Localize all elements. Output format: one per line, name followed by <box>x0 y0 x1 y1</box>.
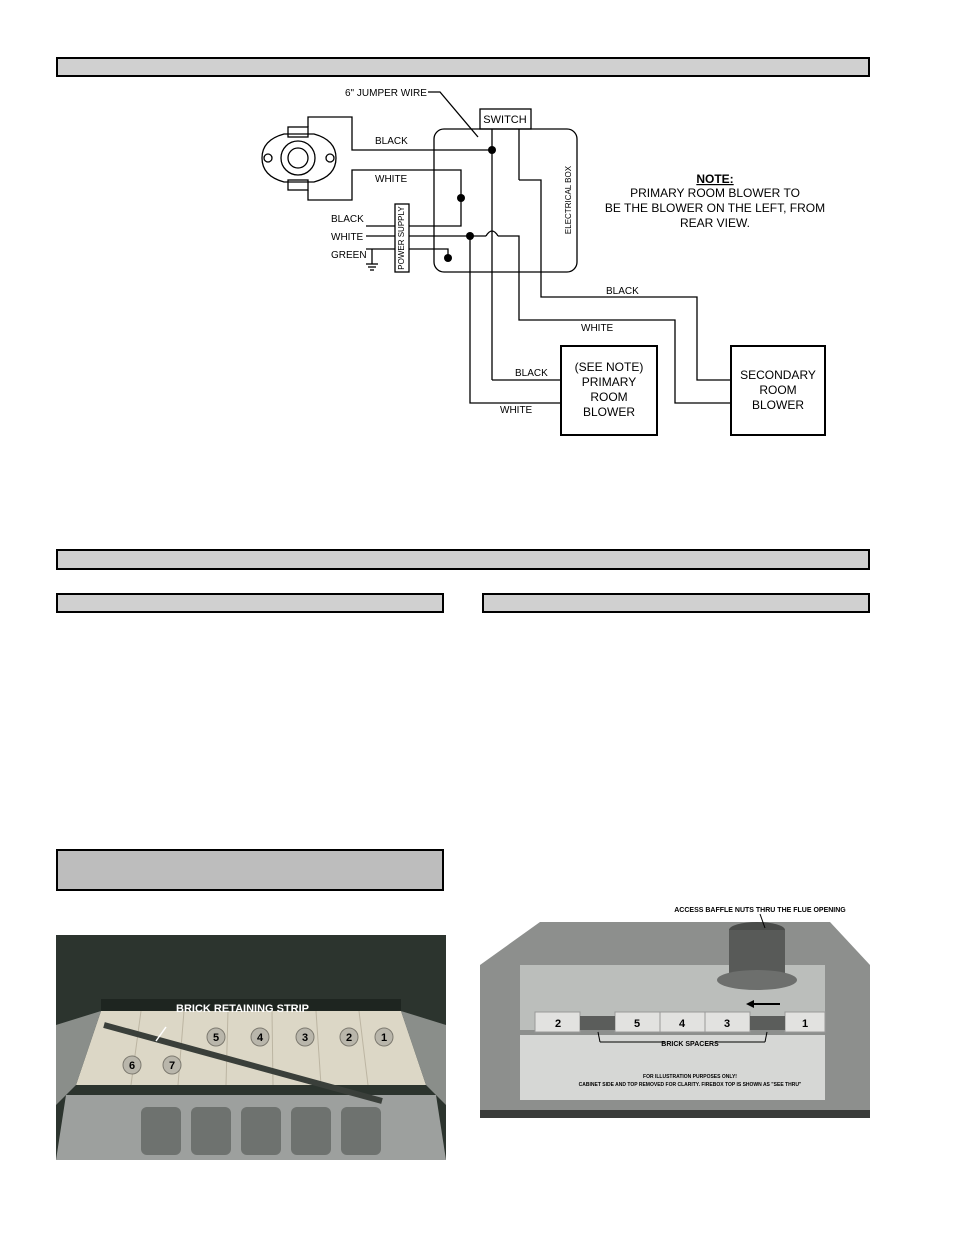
wire-label-white-primary: WHITE <box>500 405 533 416</box>
brick-number-6: 6 <box>128 1060 136 1072</box>
subsection-header-bar-right <box>482 593 870 613</box>
brick-number-2: 2 <box>345 1032 353 1044</box>
wire-label-green-supply: GREEN <box>331 250 367 261</box>
illustration-caption-1: FOR ILLUSTRATION PURPOSES ONLY! <box>643 1074 737 1080</box>
jumper-wire-label: 6" JUMPER WIRE <box>345 88 427 99</box>
electrical-box-label: ELECTRICAL BOX <box>564 165 573 235</box>
brick-label-5: 5 <box>633 1018 641 1030</box>
note-title: NOTE: <box>696 172 734 186</box>
note-line-3: REAR VIEW. <box>679 216 751 230</box>
wire-label-black-disc: BLACK <box>375 136 408 147</box>
wire-label-white-supply: WHITE <box>331 232 364 243</box>
brick-label-1: 1 <box>801 1018 809 1030</box>
brick-number-7: 7 <box>168 1060 176 1072</box>
brick-label-4: 4 <box>678 1018 686 1030</box>
brick-spacers-label: BRICK SPACERS <box>661 1041 719 1048</box>
primary-blower-line-2: PRIMARY <box>581 375 637 389</box>
brick-number-3: 3 <box>301 1032 309 1044</box>
wire-label-white-secondary: WHITE <box>581 323 614 334</box>
switch-label: SWITCH <box>483 114 527 126</box>
access-baffle-label: ACCESS BAFFLE NUTS THRU THE FLUE OPENING <box>674 907 846 914</box>
wire-label-white-disc: WHITE <box>375 174 408 185</box>
secondary-blower-line-2: ROOM <box>759 383 797 397</box>
subsection-header-bar-left <box>56 593 444 613</box>
brick-label-3: 3 <box>723 1018 731 1030</box>
primary-blower-line-3: ROOM <box>590 390 628 404</box>
wire-label-black-supply: BLACK <box>331 214 364 225</box>
primary-blower-line-4: BLOWER <box>582 405 636 419</box>
brick-retaining-strip-label: BRICK RETAINING STRIP <box>176 1003 310 1015</box>
note-line-2: BE THE BLOWER ON THE LEFT, FROM <box>604 201 826 215</box>
primary-blower-line-1: (SEE NOTE) <box>574 360 644 374</box>
wiring-diagram <box>0 0 954 520</box>
brick-spacers-illustration <box>480 900 870 1160</box>
brick-number-5: 5 <box>212 1032 220 1044</box>
section-header-bar-bricks <box>56 549 870 570</box>
wire-label-black-primary: BLACK <box>515 368 548 379</box>
power-supply-label: POWER SUPPLY <box>397 206 406 270</box>
brick-number-4: 4 <box>256 1032 264 1044</box>
brick-label-2: 2 <box>554 1018 562 1030</box>
brick-retaining-strip-illustration <box>56 935 446 1160</box>
brick-number-1: 1 <box>380 1032 388 1044</box>
wire-label-black-secondary: BLACK <box>606 286 639 297</box>
secondary-blower-line-1: SECONDARY <box>740 368 816 382</box>
note-line-1: PRIMARY ROOM BLOWER TO <box>630 186 800 200</box>
secondary-blower-line-3: BLOWER <box>751 398 805 412</box>
note-box <box>56 849 444 891</box>
illustration-caption-2: CABINET SIDE AND TOP REMOVED FOR CLARITY. FIREBOX TOP IS SHOWN AS "SEE THRU" <box>578 1082 802 1088</box>
